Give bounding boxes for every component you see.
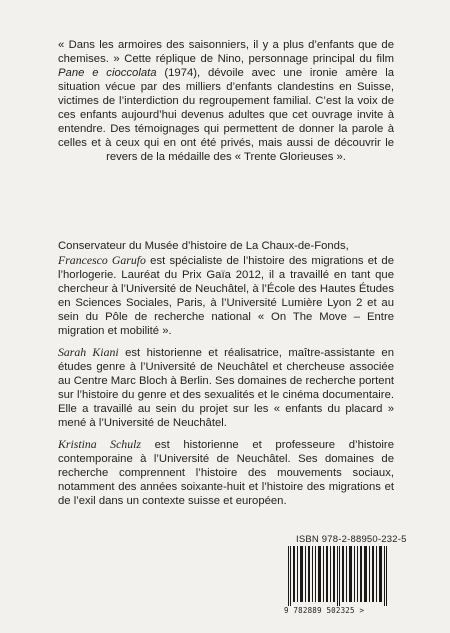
bio-garufo-intro: Conservateur du Musée d’histoire de La Chaux-de-Fonds, [58, 240, 349, 252]
isbn-label: ISBN 978-2-88950-232-5 [296, 534, 407, 545]
bio-schulz [58, 437, 394, 508]
barcode-digits: 9 782889 502325 > [284, 606, 404, 615]
bio-kiani-text: est historienne et réalisatrice, maître-assistante en études genre à l’Université de Neuchâtel et chercheuse associée au Centre Marc Bloch à Berlin. Ses domaines de recherche portent sur l’histoire du genre et des sexualités et le cinéma documentaire. Elle a travaillé au sein du projet sur les « enfants du placard » mené à l’Université de Neuchâtel. [58, 347, 394, 429]
blurb-text-part1: « Dans les armoires des saisonniers, il y a plus d’enfants que de chemises. » Cette réplique de Nino, personnage principal du film [58, 39, 394, 65]
author-biographies [58, 239, 394, 515]
author-name-schulz: Kristina Schulz [58, 437, 141, 451]
blurb-paragraph [58, 38, 394, 164]
bio-schulz-text: est historienne et professeure d’histoire contemporaine à l’Université de Neuchâtel. Ses domaines de recherche comprennent l’histoire des mouvements sociaux, notamment des années soixante-huit et l’histoire des migrations et de l’exil dans un contexte suisse et européen. [58, 439, 394, 507]
bio-garufo-text: est spécialiste de l’histoire des migrations et de l’horlogerie. Lauréat du Prix Gaïa 2012, il a travaillé en tant que chercheur à l’Université de Neuchâtel, à l’École des Hautes Études en Sciences Sociales, Paris, à l’Université Lumière Lyon 2 et au sein du Pôle de recherche national « On The Move – Entre migration et mobilité ». [58, 255, 394, 337]
author-name-kiani: Sarah Kiani [58, 345, 119, 359]
bio-kiani [58, 345, 394, 430]
film-title: Pane e cioccolata [58, 67, 157, 79]
author-name-garufo: Francesco Garufo [58, 253, 146, 267]
blurb-text-part2: (1974), dévoile avec une ironie amère la situation vécue par des milliers d’enfants clandestins en Suisse, victimes de l’interdiction du regroupement familial. C’est la voix de ces enfants aujourd’hui devenus adultes que cet ouvrage invite à entendre. Des témoignages qui permettent de donner la parole à celles et à ceux qui en ont été privés, mais aussi de découvrir le revers de la médaille des « Trente Glorieuses ». [58, 67, 395, 163]
bio-garufo [58, 239, 394, 338]
back-cover-blurb [58, 38, 394, 164]
barcode-graphic [284, 546, 396, 608]
